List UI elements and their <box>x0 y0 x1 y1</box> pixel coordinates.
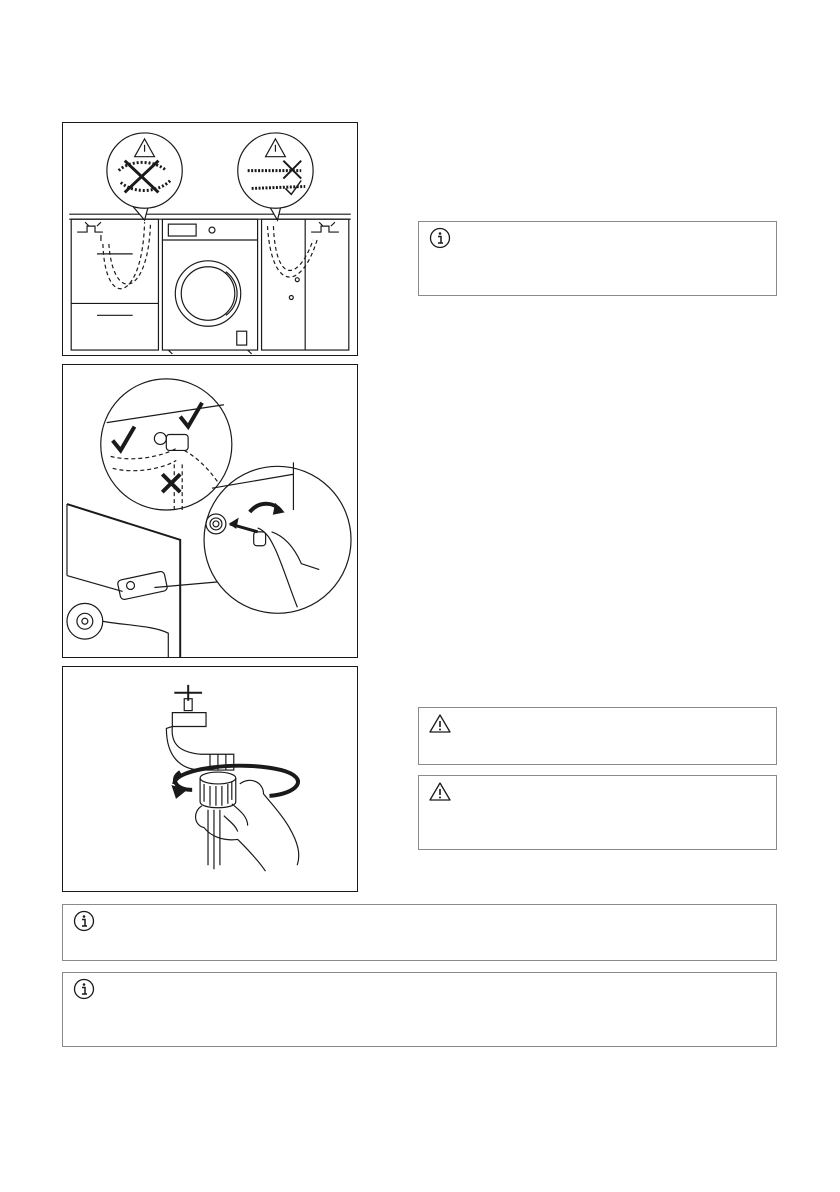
warning-note <box>418 707 777 765</box>
info-note <box>62 972 777 1047</box>
info-note <box>62 904 777 961</box>
warning-icon <box>429 781 451 803</box>
hose-routing-figure <box>62 122 358 356</box>
warning-icon <box>429 713 451 735</box>
info-icon <box>73 910 95 932</box>
info-icon <box>73 978 95 1000</box>
warning-note <box>418 775 777 850</box>
hose-connection-figure <box>62 364 358 658</box>
info-note <box>418 221 777 296</box>
info-icon <box>429 227 451 249</box>
tap-connection-figure <box>62 666 358 892</box>
